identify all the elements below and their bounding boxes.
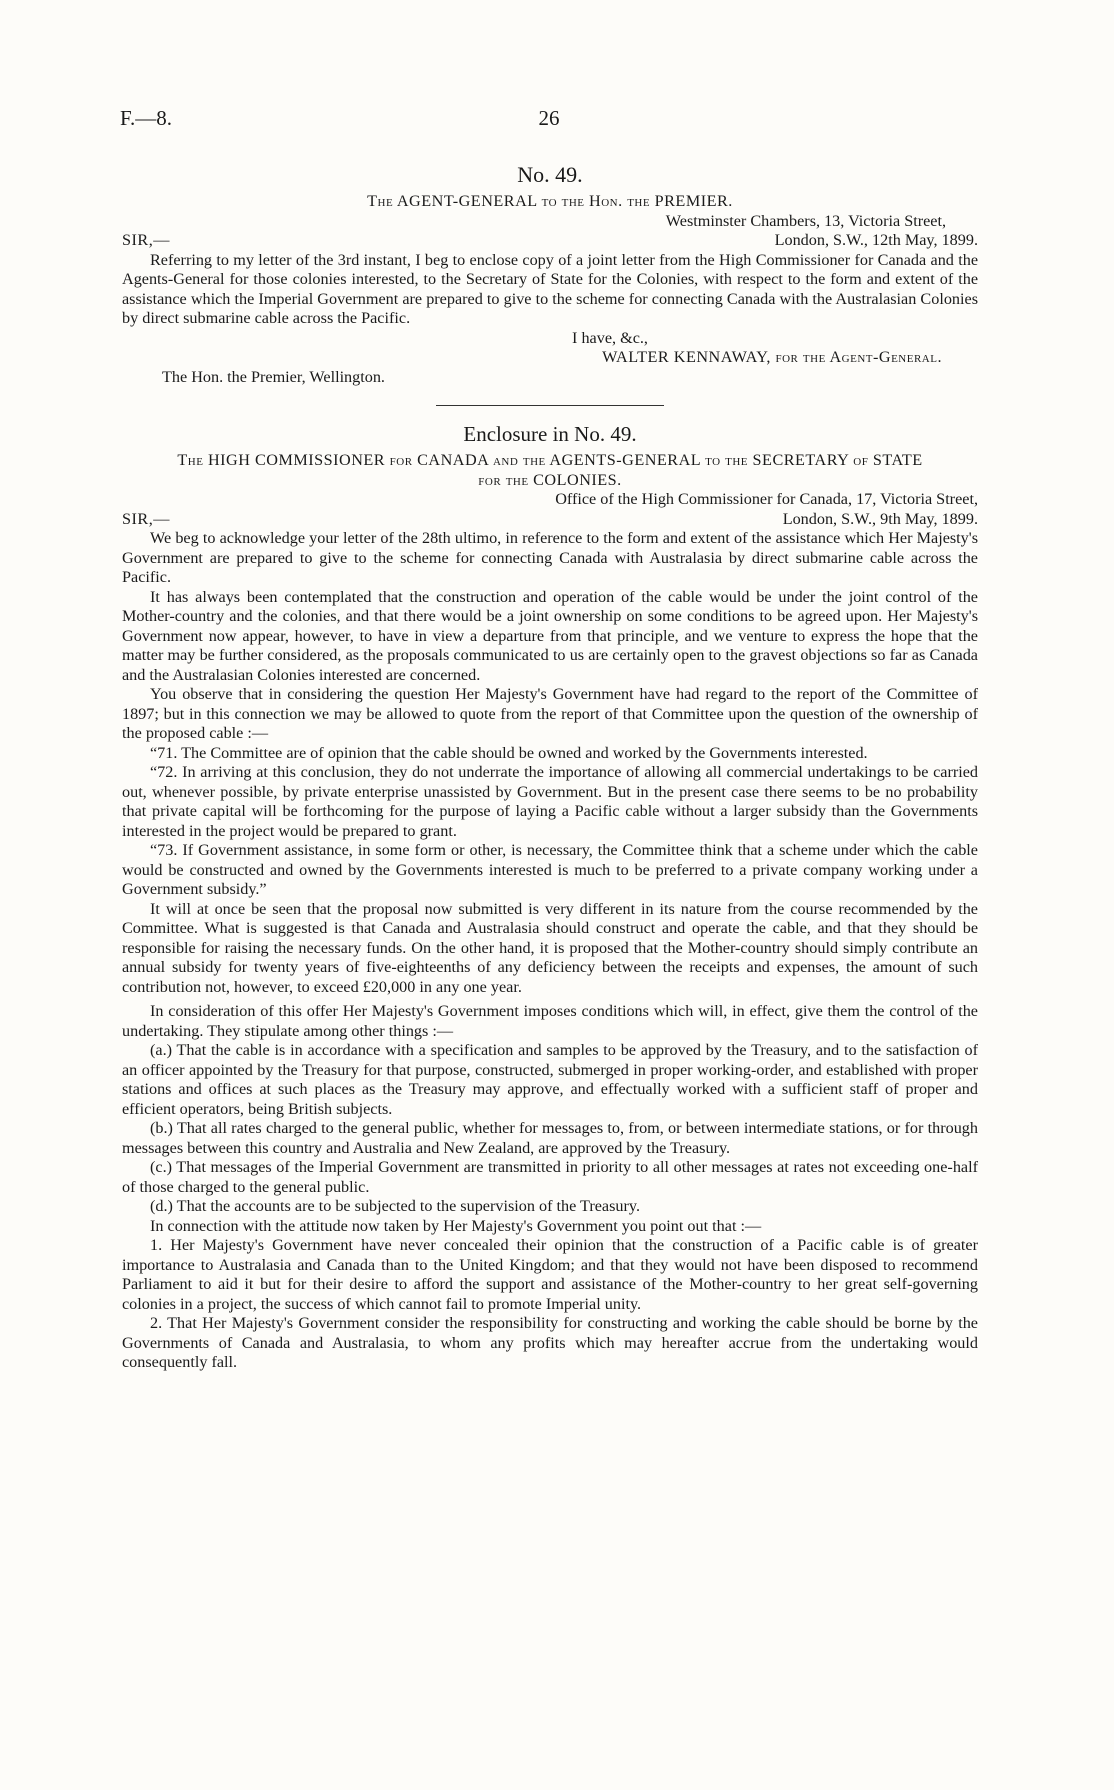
report-reference: F.—8. [120,106,172,130]
enclosure-salutation: SIR,— [122,509,170,528]
letter-title: No. 49. [517,162,583,187]
condition-b: (b.) That all rates charged to the general public, whether for messages to, from, or between intermediate stations, or for through messages between this country and Australia and New Zealand, are approved by the Treasury. [122,1119,978,1157]
enclosure-title: Enclosure in No. 49. [463,422,637,446]
enclosure-paragraph: It will at once be seen that the proposal now submitted is very different in its nature from the course recommended by the Committee. What is suggested is that Canada and Australasia should construct and operate the cable, and that they should be responsible for raising the necessary funds. On the other hand, it is proposed that the Mother-country should simply contribute an annual subsidy for twenty years of five-eighteenths of any deficiency between the receipts and expenses, the amount of such contribution not, however, to exceed £20,000 in any one year. [122,899,978,996]
committee-quote-73: “73. If Government assistance, in some form or other, is necessary, the Committee think that a scheme under which the cable would be constructed and owned by the Governments interested is much to be preferred to a private company working under a Government subsidy.” [122,841,978,898]
letter-body: Referring to my letter of the 3rd instant, I beg to enclose copy of a joint letter from the High Commissioner for Canada and the Agents-General for those colonies interested, to the Secretary of State for the Colonies, with respect to the form and extent of the assistance which the Imperial Government are prepared to give to the scheme for connecting Canada with the Australasian Colonies by direct submarine cable across the Pacific. [122,250,978,327]
letter-salutation: SIR,— [122,231,170,249]
page-number: 26 [538,106,560,130]
enclosure-from-to-line1: The HIGH COMMISSIONER for CANADA and the AGENTS-GENERAL to the SECRETARY of STATE [177,451,923,469]
condition-a: (a.) That the cable is in accordance with a specification and samples to be approved by the Treasury, and to the satisfaction of an officer appointed by the Treasury for that purpose, constructed, submerged in proper working-order, and established with proper stations and offices at such places as the Treasury may approve, and effectually worked with a sufficient staff of proper and efficient operators, being British subjects. [122,1041,978,1118]
enclosure-address-line2: London, S.W., 9th May, 1899. [782,509,978,528]
letter-signature [122,348,978,368]
letter-address-line1: Westminster Chambers, 13, Victoria Street, [665,211,946,230]
enclosure-salutation-row [122,510,978,530]
enclosure-paragraph: It has always been contemplated that the construction and operation of the cable would be under the joint control of the Mother-country and the colonies, and that there would be a joint ownership on some conditions to be agreed upon. Her Majesty's Government now appear, however, to have in view a departure from that principle, and we venture to express the hope that the matter may be further considered, as the proposals communicated to us are certainly open to the gravest objections so far as Canada and the Australasian Colonies interested are concerned. [122,587,978,684]
point-2: 2. That Her Majesty's Government consider the responsibility for constructing and working the cable should be borne by the Governments of Canada and Australasia, to whom any profits which may hereafter accrue from the undertaking would consequently fall. [122,1314,978,1371]
page-content [122,160,978,1373]
letter-addressee: The Hon. the Premier, Wellington. [162,367,385,386]
enclosure-from-to-line2: for the COLONIES. [478,470,622,489]
letter-from-to: The AGENT-GENERAL to the Hon. the PREMIER. [367,192,733,210]
committee-quote-71: “71. The Committee are of opinion that the cable should be owned and worked by the Governments interested. [150,743,868,762]
condition-d: (d.) That the accounts are to be subjected to the supervision of the Treasury. [150,1197,640,1215]
signature-text: WALTER KENNAWAY, for the Agent-General. [602,348,942,366]
enclosure-paragraph: You observe that in considering the question Her Majesty's Government have had regard to the report of the Committee of 1897; but in this connection we may be allowed to quote from the report of that Committee upon the question of the ownership of the proposed cable :— [122,685,978,742]
enclosure-paragraph: In connection with the attitude now taken by Her Majesty's Government you point out that :— [150,1216,762,1235]
enclosure-paragraph: We beg to acknowledge your letter of the 28th ultimo, in reference to the form and extent of the assistance which Her Majesty's Government are prepared to give to the scheme for connecting Canada with Australasia by direct submarine cable across the Pacific. [122,529,978,586]
committee-quote-72: “72. In arriving at this conclusion, they do not underrate the importance of allowing all commercial undertakings to be carried out, whenever possible, by private enterprise unassisted by Government. But in the present case there seems to be no probability that private capital will be forthcoming for the purpose of laying a Pacific cable without a larger subsidy than the Governments interested in the project would be prepared to grant. [122,763,978,840]
enclosure-paragraph: In consideration of this offer Her Majesty's Government imposes conditions which will, in effect, give them the control of the undertaking. They stipulate among other things :— [122,1002,978,1040]
point-1: 1. Her Majesty's Government have never concealed their opinion that the construction of a Pacific cable is of greater importance to Australasia and Canada than to the United Kingdom; and that they would not have been disposed to recommend Parliament to aid it but for their desire to afford the support and assistance of the Mother-country to her great self-governing colonies in a project, the success of which cannot fail to promote Imperial unity. [122,1236,978,1313]
letter-address-line2: London, S.W., 12th May, 1899. [774,231,978,249]
letter-salutation-row [122,231,978,251]
condition-c: (c.) That messages of the Imperial Government are transmitted in priority to all other messages at rates not exceeding one-half of those charged to the general public. [122,1158,978,1196]
letter-closing: I have, &c., [572,328,648,347]
section-divider [436,405,664,406]
enclosure-address-line1: Office of the High Commissioner for Canada, 17, Victoria Street, [555,490,978,508]
